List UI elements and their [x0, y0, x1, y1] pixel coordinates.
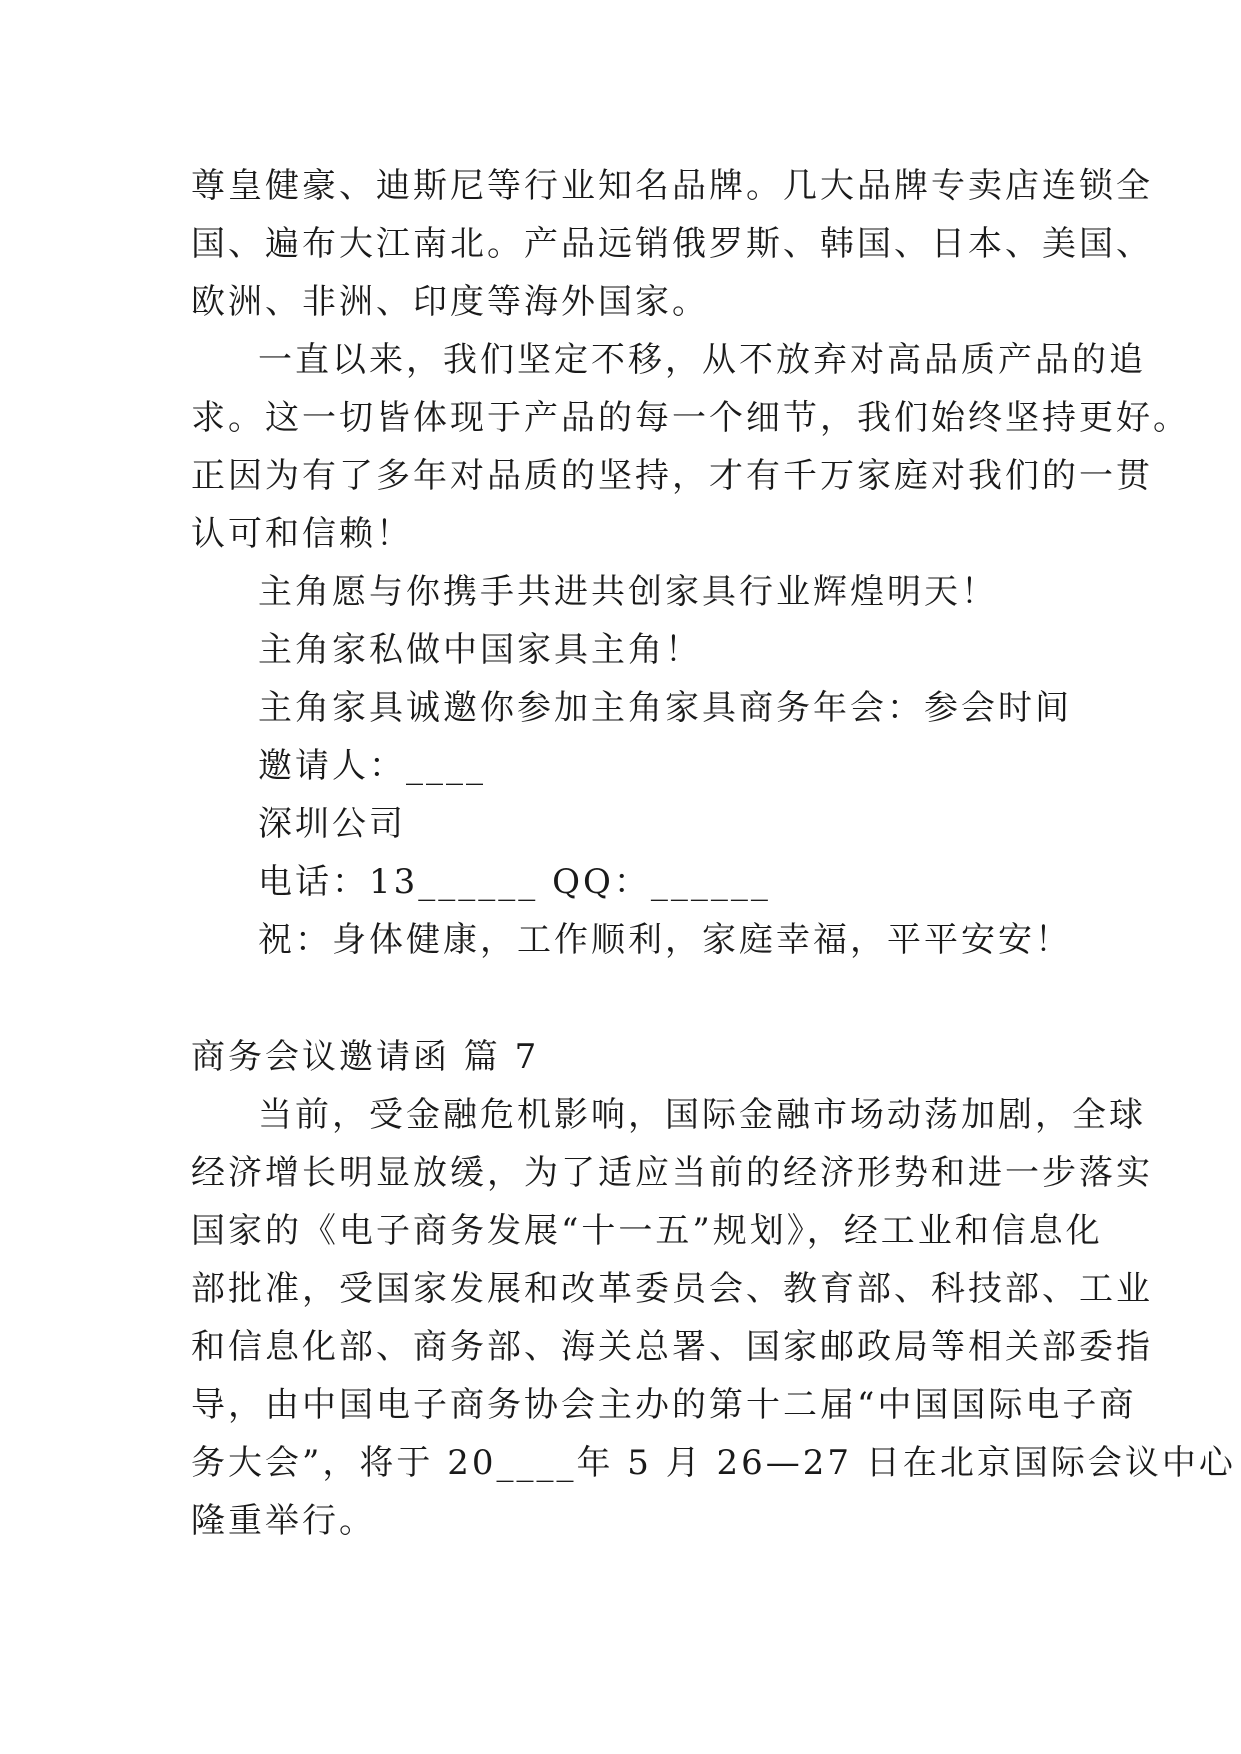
paragraph-line: 尊皇健豪、迪斯尼等行业知名品牌。几大品牌专卖店连锁全 — [191, 166, 1153, 206]
wishes-line: 祝：身体健康，工作顺利，家庭幸福，平平安安！ — [258, 920, 1072, 960]
paragraph-line: 求。这一切皆体现于产品的每一个细节，我们始终坚持更好。 — [191, 398, 1190, 438]
paragraph-line: 部批准，受国家发展和改革委员会、教育部、科技部、工业 — [191, 1269, 1153, 1309]
paragraph-line: 经济增长明显放缓，为了适应当前的经济形势和进一步落实 — [191, 1153, 1153, 1193]
paragraph-line: 隆重举行。 — [191, 1501, 376, 1541]
paragraph-line: 国、遍布大江南北。产品远销俄罗斯、韩国、日本、美国、 — [191, 224, 1153, 264]
company-line: 深圳公司 — [258, 804, 406, 844]
paragraph-line: 国家的《电子商务发展“十一五”规划》，经工业和信息化 — [191, 1211, 1103, 1251]
paragraph-line: 务大会”，将于 20____年 5 月 26—27 日在北京国际会议中心 — [191, 1443, 1236, 1483]
paragraph-line: 当前，受金融危机影响，国际金融市场动荡加剧，全球 — [258, 1095, 1146, 1135]
inviter-line: 邀请人：____ — [258, 746, 486, 786]
slogan-line: 主角家私做中国家具主角！ — [258, 630, 702, 670]
invitation-line: 主角家具诚邀你参加主角家具商务年会：参会时间 — [258, 688, 1072, 728]
slogan-line: 主角愿与你携手共进共创家具行业辉煌明天！ — [258, 572, 998, 612]
paragraph-line: 导，由中国电子商务协会主办的第十二届“中国国际电子商 — [191, 1385, 1137, 1425]
contact-line: 电话：13______ QQ：______ — [258, 862, 771, 902]
paragraph-line: 认可和信赖！ — [191, 514, 413, 554]
paragraph-line: 和信息化部、商务部、海关总署、国家邮政局等相关部委指 — [191, 1327, 1153, 1367]
paragraph-line: 欧洲、非洲、印度等海外国家。 — [191, 282, 709, 322]
paragraph-line: 正因为有了多年对品质的坚持，才有千万家庭对我们的一贯 — [191, 456, 1153, 496]
section-heading: 商务会议邀请函 篇 7 — [191, 1037, 540, 1077]
paragraph-line: 一直以来，我们坚定不移，从不放弃对高品质产品的追 — [258, 340, 1146, 380]
